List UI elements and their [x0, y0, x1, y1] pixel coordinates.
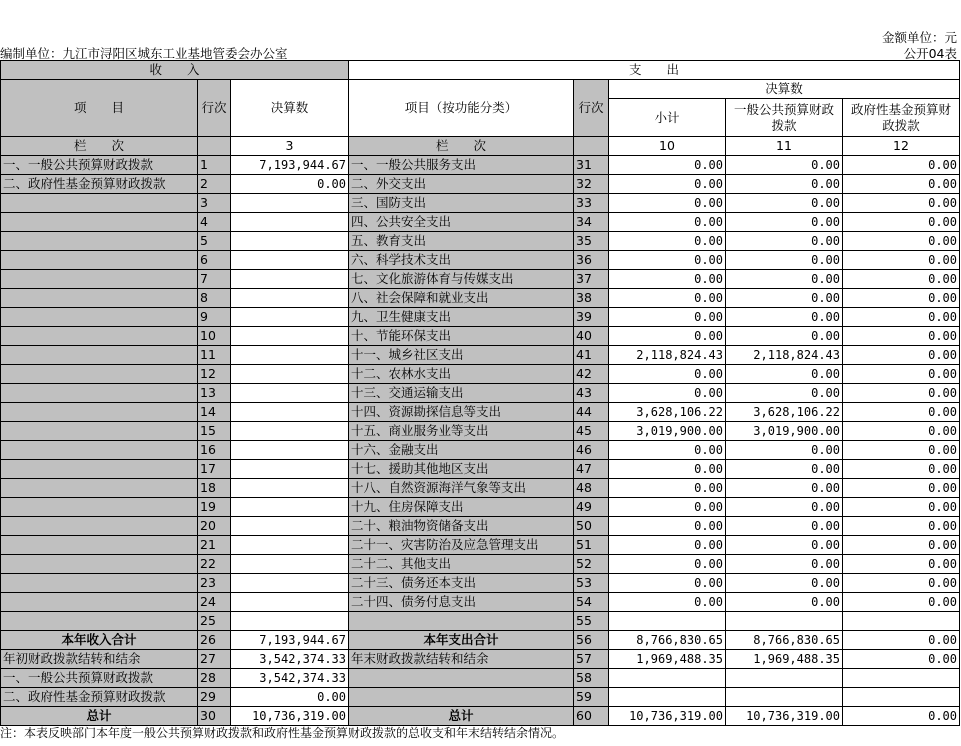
gov-fund-header: 政府性基金预算财政拨款: [843, 99, 960, 137]
expense-row-no: 50: [574, 517, 609, 536]
gov-fund-amount: 0.00: [843, 289, 960, 308]
expense-row-no: 42: [574, 365, 609, 384]
expense-row-no: 40: [574, 327, 609, 346]
income-item: [1, 612, 198, 631]
expense-row-no: 41: [574, 346, 609, 365]
general-budget-amount: 0.00: [726, 536, 843, 555]
general-budget-amount: 0.00: [726, 213, 843, 232]
general-budget-amount: 0.00: [726, 175, 843, 194]
general-budget-amount: 0.00: [726, 498, 843, 517]
subtotal-amount: 0.00: [609, 365, 726, 384]
expense-item: 十九、住房保障支出: [349, 498, 574, 517]
general-budget-amount: 0.00: [726, 194, 843, 213]
col-num-12: 12: [843, 137, 960, 156]
expense-item: 十三、交通运输支出: [349, 384, 574, 403]
col-label-expense: 栏 次: [349, 137, 574, 156]
col-num-10: 10: [609, 137, 726, 156]
income-amount: [231, 327, 349, 346]
general-budget-amount: 0.00: [726, 365, 843, 384]
subtotal-amount: 0.00: [609, 270, 726, 289]
expense-row-no: 33: [574, 194, 609, 213]
income-item: [1, 574, 198, 593]
income-amount: [231, 422, 349, 441]
income-amount: 7,193,944.67: [231, 631, 349, 650]
gov-fund-amount: 0.00: [843, 308, 960, 327]
income-row-no: 4: [198, 213, 231, 232]
income-row-no: 12: [198, 365, 231, 384]
general-budget-amount: 0.00: [726, 441, 843, 460]
income-item: [1, 270, 198, 289]
gov-fund-amount: [843, 688, 960, 707]
income-amount: 0.00: [231, 175, 349, 194]
gov-fund-amount: 0.00: [843, 479, 960, 498]
table-row: [1, 517, 960, 536]
table-row: [1, 422, 960, 441]
expense-item: 十六、金融支出: [349, 441, 574, 460]
subtotal-amount: 0.00: [609, 593, 726, 612]
general-budget-amount: 0.00: [726, 517, 843, 536]
expense-header: 支 出: [349, 61, 960, 80]
subtotal-amount: 8,766,830.65: [609, 631, 726, 650]
income-row-no: 21: [198, 536, 231, 555]
gov-fund-amount: 0.00: [843, 327, 960, 346]
gov-fund-amount: 0.00: [843, 175, 960, 194]
subtotal-amount: 3,019,900.00: [609, 422, 726, 441]
income-amount: [231, 384, 349, 403]
income-row-no: 6: [198, 251, 231, 270]
income-item: [1, 251, 198, 270]
subtotal-amount: 0.00: [609, 498, 726, 517]
income-item: [1, 384, 198, 403]
col-num-11: 11: [726, 137, 843, 156]
org-label: 编制单位：九江市浔阳区城东工业基地管委会办公室: [0, 46, 288, 61]
func-item-header: 项目（按功能分类）: [349, 80, 574, 137]
income-amount: 0.00: [231, 688, 349, 707]
expense-item: [349, 612, 574, 631]
expense-row-no: 34: [574, 213, 609, 232]
col-label-income: 栏 次: [1, 137, 198, 156]
general-budget-amount: 0.00: [726, 479, 843, 498]
expense-item: 一、一般公共服务支出: [349, 156, 574, 175]
subtotal-amount: 0.00: [609, 213, 726, 232]
subtotal-amount: 0.00: [609, 574, 726, 593]
income-amount: 3,542,374.33: [231, 669, 349, 688]
income-row-no: 11: [198, 346, 231, 365]
income-amount: [231, 365, 349, 384]
expense-item: 十五、商业服务业等支出: [349, 422, 574, 441]
income-row-no: 8: [198, 289, 231, 308]
subtotal-amount: 0.00: [609, 308, 726, 327]
income-row-no: 24: [198, 593, 231, 612]
income-amount: [231, 555, 349, 574]
expense-row-no: 35: [574, 232, 609, 251]
gov-fund-amount: 0.00: [843, 156, 960, 175]
expense-item: 十四、资源勘探信息等支出: [349, 403, 574, 422]
table-row: [1, 536, 960, 555]
expense-row-no: 52: [574, 555, 609, 574]
income-item: [1, 213, 198, 232]
general-budget-amount: [726, 612, 843, 631]
gov-fund-amount: 0.00: [843, 403, 960, 422]
income-item: [1, 346, 198, 365]
income-amount: [231, 460, 349, 479]
table-row: [1, 384, 960, 403]
income-row-no: 17: [198, 460, 231, 479]
expense-item: 十八、自然资源海洋气象等支出: [349, 479, 574, 498]
expense-row-no: 39: [574, 308, 609, 327]
income-row-no: 2: [198, 175, 231, 194]
subtotal-amount: 0.00: [609, 555, 726, 574]
financial-table: [0, 60, 960, 726]
gov-fund-amount: 0.00: [843, 517, 960, 536]
table-row: [1, 327, 960, 346]
income-row-no: 27: [198, 650, 231, 669]
expense-item: 本年支出合计: [349, 631, 574, 650]
table-row: [1, 194, 960, 213]
expense-item: 十一、城乡社区支出: [349, 346, 574, 365]
expense-row-no: 60: [574, 707, 609, 726]
gov-fund-amount: 0.00: [843, 593, 960, 612]
expense-item: 二十、粮油物资储备支出: [349, 517, 574, 536]
general-budget-amount: 0.00: [726, 327, 843, 346]
general-budget-amount: 0.00: [726, 574, 843, 593]
income-item: [1, 536, 198, 555]
expense-row-no: 38: [574, 289, 609, 308]
income-row-no: 20: [198, 517, 231, 536]
expense-row-no: 54: [574, 593, 609, 612]
table-row: [1, 289, 960, 308]
income-item: 一、一般公共预算财政拨款: [1, 156, 198, 175]
income-amount: [231, 270, 349, 289]
gov-fund-amount: 0.00: [843, 460, 960, 479]
income-row-no: 16: [198, 441, 231, 460]
table-row: [1, 669, 960, 688]
income-item: [1, 308, 198, 327]
gov-fund-amount: 0.00: [843, 232, 960, 251]
income-row-no: 25: [198, 612, 231, 631]
expense-row-no: 48: [574, 479, 609, 498]
gov-fund-amount: 0.00: [843, 574, 960, 593]
general-budget-amount: [726, 688, 843, 707]
income-row-no: 18: [198, 479, 231, 498]
general-budget-amount: 3,628,106.22: [726, 403, 843, 422]
table-row: [1, 479, 960, 498]
final-amount-header: 决算数: [231, 80, 349, 137]
general-budget-amount: 1,969,488.35: [726, 650, 843, 669]
expense-row-no: 36: [574, 251, 609, 270]
general-budget-header: 一般公共预算财政拨款: [726, 99, 843, 137]
expense-item: 三、国防支出: [349, 194, 574, 213]
table-row: [1, 213, 960, 232]
expense-item: 二十二、其他支出: [349, 555, 574, 574]
col-blank-1: [198, 137, 231, 156]
expense-row-no: 45: [574, 422, 609, 441]
table-row: [1, 232, 960, 251]
income-item: 年初财政拨款结转和结余: [1, 650, 198, 669]
table-row: [1, 403, 960, 422]
general-budget-amount: 0.00: [726, 384, 843, 403]
table-row: [1, 574, 960, 593]
table-row: [1, 441, 960, 460]
income-item: [1, 422, 198, 441]
income-row-no: 26: [198, 631, 231, 650]
general-budget-amount: 0.00: [726, 555, 843, 574]
expense-item: 八、社会保障和就业支出: [349, 289, 574, 308]
gov-fund-amount: 0.00: [843, 365, 960, 384]
expense-item: [349, 688, 574, 707]
table-row: [1, 346, 960, 365]
income-item: 二、政府性基金预算财政拨款: [1, 175, 198, 194]
gov-fund-amount: 0.00: [843, 441, 960, 460]
table-row: [1, 707, 960, 726]
general-budget-amount: 2,118,824.43: [726, 346, 843, 365]
income-item: [1, 441, 198, 460]
income-row-no: 29: [198, 688, 231, 707]
subtotal-amount: 0.00: [609, 441, 726, 460]
expense-row-no: 56: [574, 631, 609, 650]
subtotal-amount: 0.00: [609, 194, 726, 213]
income-amount: [231, 213, 349, 232]
income-item: [1, 460, 198, 479]
income-row-no: 7: [198, 270, 231, 289]
income-row-no: 15: [198, 422, 231, 441]
general-budget-amount: 0.00: [726, 156, 843, 175]
general-budget-amount: 0.00: [726, 593, 843, 612]
income-item: [1, 194, 198, 213]
income-item: [1, 232, 198, 251]
table-row: [1, 612, 960, 631]
income-row-no: 23: [198, 574, 231, 593]
subtotal-amount: 0.00: [609, 232, 726, 251]
unit-label: 金额单位：元: [881, 30, 957, 45]
income-row-no: 19: [198, 498, 231, 517]
gov-fund-amount: 0.00: [843, 270, 960, 289]
table-row: [1, 175, 960, 194]
income-item: [1, 479, 198, 498]
subtotal-amount: 0.00: [609, 384, 726, 403]
expense-item: 十二、农林水支出: [349, 365, 574, 384]
income-amount: 7,193,944.67: [231, 156, 349, 175]
income-row-no: 28: [198, 669, 231, 688]
table-row: [1, 308, 960, 327]
gov-fund-amount: 0.00: [843, 194, 960, 213]
income-amount: [231, 517, 349, 536]
row-no-header: 行次: [198, 80, 231, 137]
gov-fund-amount: 0.00: [843, 707, 960, 726]
income-row-no: 9: [198, 308, 231, 327]
table-row: [1, 498, 960, 517]
general-budget-amount: 3,019,900.00: [726, 422, 843, 441]
income-item: 总计: [1, 707, 198, 726]
general-budget-amount: 0.00: [726, 232, 843, 251]
expense-item: 七、文化旅游体育与传媒支出: [349, 270, 574, 289]
income-amount: [231, 346, 349, 365]
expense-item: 十七、援助其他地区支出: [349, 460, 574, 479]
gov-fund-amount: [843, 669, 960, 688]
expense-row-no: 51: [574, 536, 609, 555]
expense-row-no: 57: [574, 650, 609, 669]
income-item: [1, 289, 198, 308]
final-amount-group-header: 决算数: [609, 80, 960, 99]
gov-fund-amount: 0.00: [843, 536, 960, 555]
table-row: [1, 251, 960, 270]
gov-fund-amount: 0.00: [843, 498, 960, 517]
table-row: [1, 365, 960, 384]
subtotal-amount: 1,969,488.35: [609, 650, 726, 669]
table-row: [1, 460, 960, 479]
expense-item: 六、科学技术支出: [349, 251, 574, 270]
income-row-no: 30: [198, 707, 231, 726]
income-amount: [231, 479, 349, 498]
income-item: [1, 327, 198, 346]
table-row: [1, 156, 960, 175]
income-amount: 3,542,374.33: [231, 650, 349, 669]
subtotal-amount: 2,118,824.43: [609, 346, 726, 365]
income-item: 本年收入合计: [1, 631, 198, 650]
general-budget-amount: 8,766,830.65: [726, 631, 843, 650]
table-row: [1, 555, 960, 574]
income-item: [1, 498, 198, 517]
income-amount: [231, 403, 349, 422]
table-row: [1, 270, 960, 289]
income-amount: [231, 441, 349, 460]
expense-item: 二、外交支出: [349, 175, 574, 194]
expense-row-no: 47: [574, 460, 609, 479]
expense-row-no: 37: [574, 270, 609, 289]
subtotal-amount: [609, 669, 726, 688]
income-item: [1, 365, 198, 384]
income-amount: [231, 194, 349, 213]
expense-item: 二十一、灾害防治及应急管理支出: [349, 536, 574, 555]
gov-fund-amount: 0.00: [843, 631, 960, 650]
col-blank-2: [574, 137, 609, 156]
income-amount: [231, 289, 349, 308]
income-amount: [231, 232, 349, 251]
expense-item: 二十四、债务付息支出: [349, 593, 574, 612]
subtotal-amount: 0.00: [609, 479, 726, 498]
item-header: 项 目: [1, 80, 198, 137]
expense-item: [349, 669, 574, 688]
footnote: 注：本表反映部门本年度一般公共预算财政拨款和政府性基金预算财政拨款的总收支和年末结转结余情况。: [0, 726, 565, 740]
income-row-no: 14: [198, 403, 231, 422]
expense-row-no: 32: [574, 175, 609, 194]
income-header: 收 入: [1, 61, 349, 80]
general-budget-amount: 0.00: [726, 460, 843, 479]
general-budget-amount: 0.00: [726, 251, 843, 270]
expense-item: 五、教育支出: [349, 232, 574, 251]
income-item: [1, 517, 198, 536]
table-row: [1, 688, 960, 707]
gov-fund-amount: [843, 612, 960, 631]
general-budget-amount: 0.00: [726, 289, 843, 308]
subtotal-amount: 3,628,106.22: [609, 403, 726, 422]
expense-item: 九、卫生健康支出: [349, 308, 574, 327]
income-row-no: 1: [198, 156, 231, 175]
income-amount: [231, 251, 349, 270]
income-amount: [231, 612, 349, 631]
expense-item: 十、节能环保支出: [349, 327, 574, 346]
subtotal-amount: [609, 688, 726, 707]
income-item: 一、一般公共预算财政拨款: [1, 669, 198, 688]
subtotal-amount: 0.00: [609, 175, 726, 194]
subtotal-amount: 0.00: [609, 156, 726, 175]
income-amount: 10,736,319.00: [231, 707, 349, 726]
income-item: [1, 403, 198, 422]
expense-row-no: 55: [574, 612, 609, 631]
income-row-no: 10: [198, 327, 231, 346]
expense-row-no: 49: [574, 498, 609, 517]
form-code: 公开04表: [903, 46, 957, 61]
gov-fund-amount: 0.00: [843, 422, 960, 441]
subtotal-amount: 10,736,319.00: [609, 707, 726, 726]
expense-item: 二十三、债务还本支出: [349, 574, 574, 593]
expense-item: 总计: [349, 707, 574, 726]
expense-row-no: 53: [574, 574, 609, 593]
subtotal-amount: 0.00: [609, 251, 726, 270]
gov-fund-amount: 0.00: [843, 251, 960, 270]
subtotal-amount: [609, 612, 726, 631]
income-item: 二、政府性基金预算财政拨款: [1, 688, 198, 707]
gov-fund-amount: 0.00: [843, 384, 960, 403]
expense-item: 四、公共安全支出: [349, 213, 574, 232]
table-row: [1, 650, 960, 669]
gov-fund-amount: 0.00: [843, 555, 960, 574]
expense-row-no: 43: [574, 384, 609, 403]
income-item: [1, 555, 198, 574]
income-amount: [231, 574, 349, 593]
col-num-3: 3: [231, 137, 349, 156]
subtotal-amount: 0.00: [609, 536, 726, 555]
general-budget-amount: 10,736,319.00: [726, 707, 843, 726]
subtotal-amount: 0.00: [609, 289, 726, 308]
subtotal-amount: 0.00: [609, 327, 726, 346]
general-budget-amount: 0.00: [726, 308, 843, 327]
income-row-no: 5: [198, 232, 231, 251]
expense-row-no: 59: [574, 688, 609, 707]
income-row-no: 3: [198, 194, 231, 213]
expense-row-no: 44: [574, 403, 609, 422]
income-amount: [231, 536, 349, 555]
income-item: [1, 593, 198, 612]
general-budget-amount: 0.00: [726, 270, 843, 289]
subtotal-header: 小计: [609, 99, 726, 137]
table-row: [1, 631, 960, 650]
gov-fund-amount: 0.00: [843, 213, 960, 232]
expense-row-no: 46: [574, 441, 609, 460]
subtotal-amount: 0.00: [609, 460, 726, 479]
expense-row-no-header: 行次: [574, 80, 609, 137]
table-row: [1, 593, 960, 612]
income-amount: [231, 498, 349, 517]
gov-fund-amount: 0.00: [843, 650, 960, 669]
income-row-no: 22: [198, 555, 231, 574]
expense-row-no: 31: [574, 156, 609, 175]
subtotal-amount: 0.00: [609, 517, 726, 536]
income-row-no: 13: [198, 384, 231, 403]
expense-row-no: 58: [574, 669, 609, 688]
expense-item: 年末财政拨款结转和结余: [349, 650, 574, 669]
income-amount: [231, 593, 349, 612]
general-budget-amount: [726, 669, 843, 688]
gov-fund-amount: 0.00: [843, 346, 960, 365]
income-amount: [231, 308, 349, 327]
